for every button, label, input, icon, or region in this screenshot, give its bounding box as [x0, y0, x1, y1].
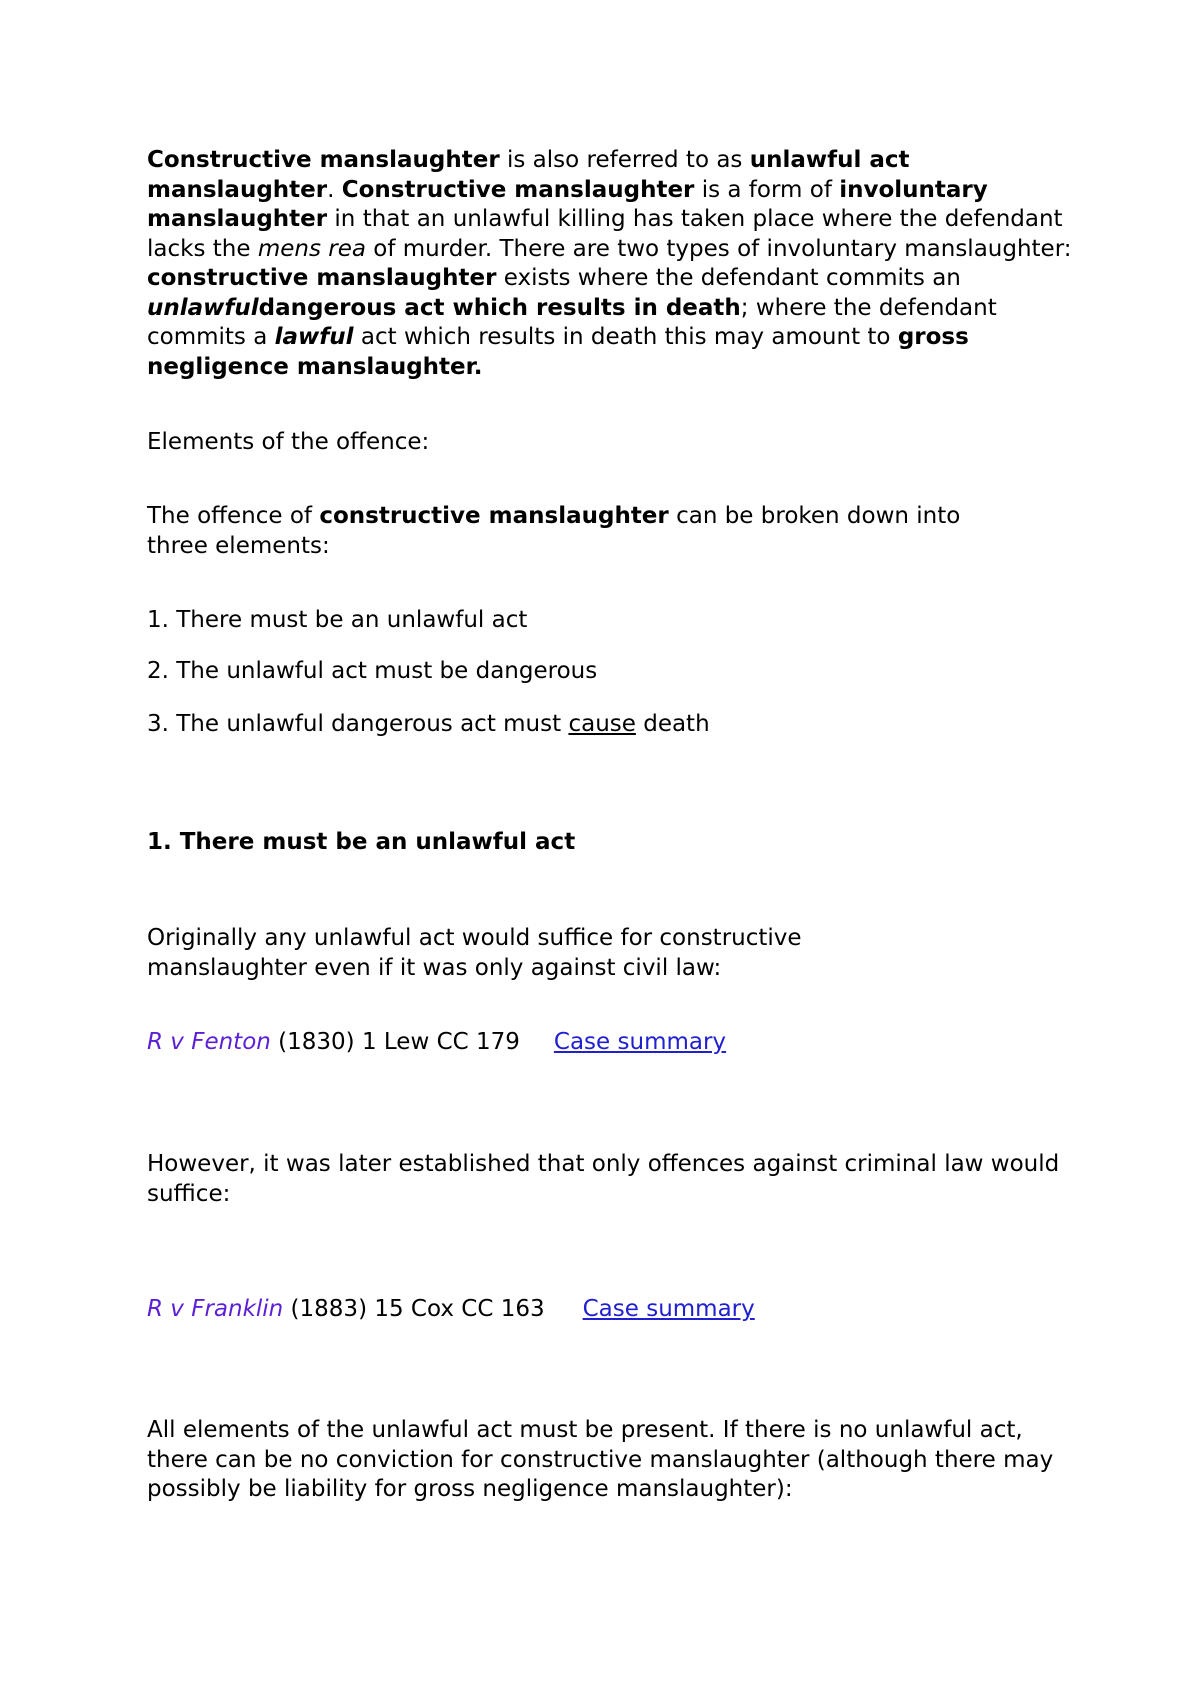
elements-heading: Elements of the offence:: [147, 429, 430, 455]
breakdown-paragraph: The offence of constructive manslaughter can be broken down into three elements:: [147, 503, 961, 559]
case-citation-fenton: (1830) 1 Lew CC 179: [270, 1029, 520, 1055]
case-summary-link-franklin[interactable]: Case summary: [582, 1296, 755, 1322]
case-fenton-row: [147, 1028, 1087, 1058]
case-summary-link-fenton[interactable]: Case summary: [553, 1029, 727, 1055]
cause-underlined: cause: [568, 711, 636, 737]
case-citation-franklin: (1883) 15 Cox CC 163: [283, 1296, 545, 1322]
all-elements-paragraph: All elements of the unlawful act must be present. If there is no unlawful act, there can be no conviction for constructive manslaughter (although there may possibly be liability for gross negligence manslaughter):: [147, 1417, 1054, 1502]
originally-paragraph: Originally any unlawful act would suffice for constructive manslaughter even if it was only against civil law:: [147, 925, 802, 981]
intro-paragraph: Constructive manslaughter is also referred to as unlawful act manslaughter. Constructive manslaughter is a form of involuntary manslaughter in that an unlawful killing has taken place where the defendant lacks the mens rea of murder. There are two types of involuntary manslaughter: constructive manslaughter exists where the defendant commits an unlawfuldangerous act which results in death; where the defendant commits a lawful act which results in death this may amount to gross negligence manslaughter.: [147, 147, 1072, 380]
however-paragraph: However, it was later established that only offences against criminal law would suffice:: [147, 1151, 1060, 1207]
list-item-1: 1. There must be an unlawful act: [147, 607, 528, 633]
case-franklin-row: [147, 1295, 1087, 1325]
case-name-fenton: R v Fenton: [147, 1029, 271, 1055]
case-name-franklin: R v Franklin: [147, 1296, 284, 1322]
list-item-2: 2. The unlawful act must be dangerous: [147, 658, 598, 684]
section-heading-1: 1. There must be an unlawful act: [147, 829, 576, 855]
list-item-3: 3. The unlawful dangerous act must cause death: [147, 711, 710, 737]
